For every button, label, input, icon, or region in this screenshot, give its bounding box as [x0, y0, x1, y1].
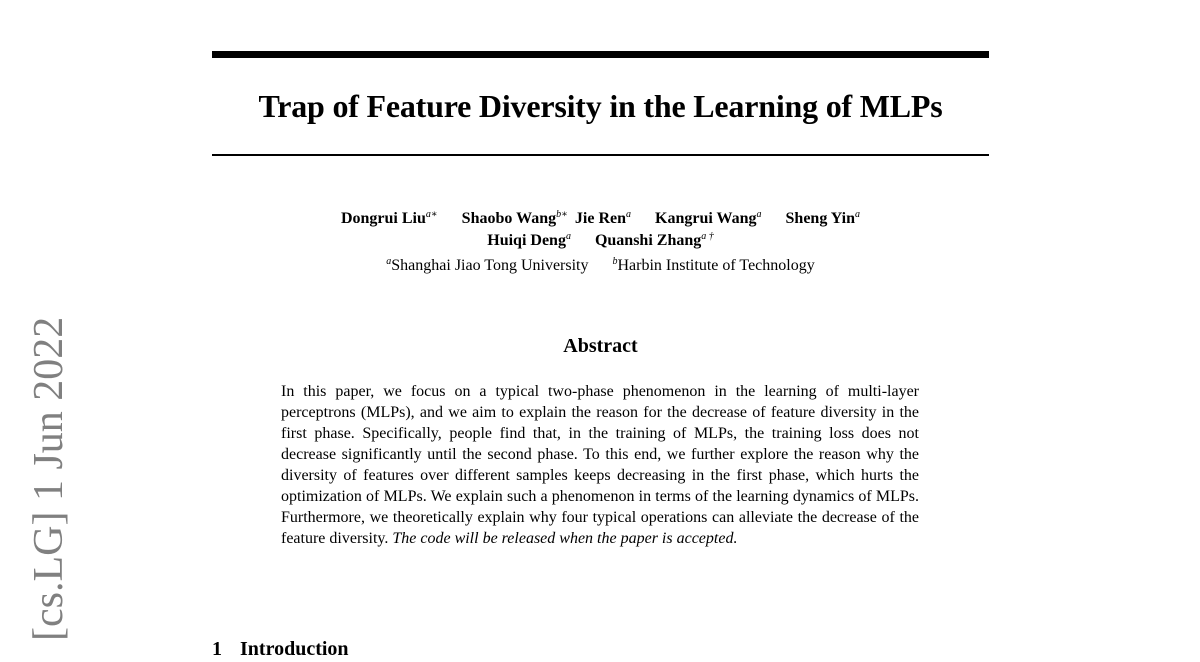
author-row-1	[212, 208, 989, 230]
abstract-heading: Abstract	[563, 335, 638, 357]
section-number: 1	[212, 638, 222, 660]
author-name: Sheng Yin$^a$	[785, 209, 861, 227]
title-top-rule	[212, 51, 989, 58]
abstract-italic-note: The code will be released when the paper is accepted.	[392, 530, 738, 547]
author-name: Shaobo Wang$^{b∗}$	[461, 209, 568, 227]
affiliation: $^b$Harbin Institute of Technology	[612, 256, 815, 274]
author-row-2	[212, 230, 989, 252]
author-name: Dongrui Liu$^{a∗}$	[340, 209, 438, 227]
author-name: Quanshi Zhang$^{a \dagger}$	[594, 231, 714, 249]
author-name: Huiqi Deng$^a$	[487, 231, 571, 249]
abstract-text: In this paper, we focus on a typical two-phase phenomenon in the learning of multi-layer perceptrons (MLPs), and we aim to explain the reason for the decrease of feature diversity in the first phase. Specifically, people find that, in the training of MLPs, the training loss does not decrease significantly until the second phase. To this end, we further explore the reason why the diversity of features over different samples keeps decreasing in the first phase, which hurts the optimization of MLPs. We explain such a phenomenon in terms of the learning dynamics of MLPs. Furthermore, we theoretically explain why four typical operations can alleviate the decrease of the feature diversity.	[281, 383, 919, 547]
author-name: Jie Ren$^a$	[574, 209, 631, 227]
title-bottom-rule	[212, 154, 989, 156]
author-name: Kangrui Wang$^a$	[655, 209, 762, 227]
arxiv-identifier-stamp: [cs.LG] 1 Jun 2022	[26, 316, 72, 641]
affiliation-list	[212, 255, 989, 277]
paper-title: Trap of Feature Diversity in the Learning of MLPs	[258, 88, 943, 124]
affiliation: $^a$Shanghai Jiao Tong University	[386, 256, 589, 274]
author-list	[212, 208, 989, 252]
section-title: Introduction	[240, 638, 349, 660]
abstract-body	[281, 381, 919, 549]
section-heading	[212, 636, 349, 662]
